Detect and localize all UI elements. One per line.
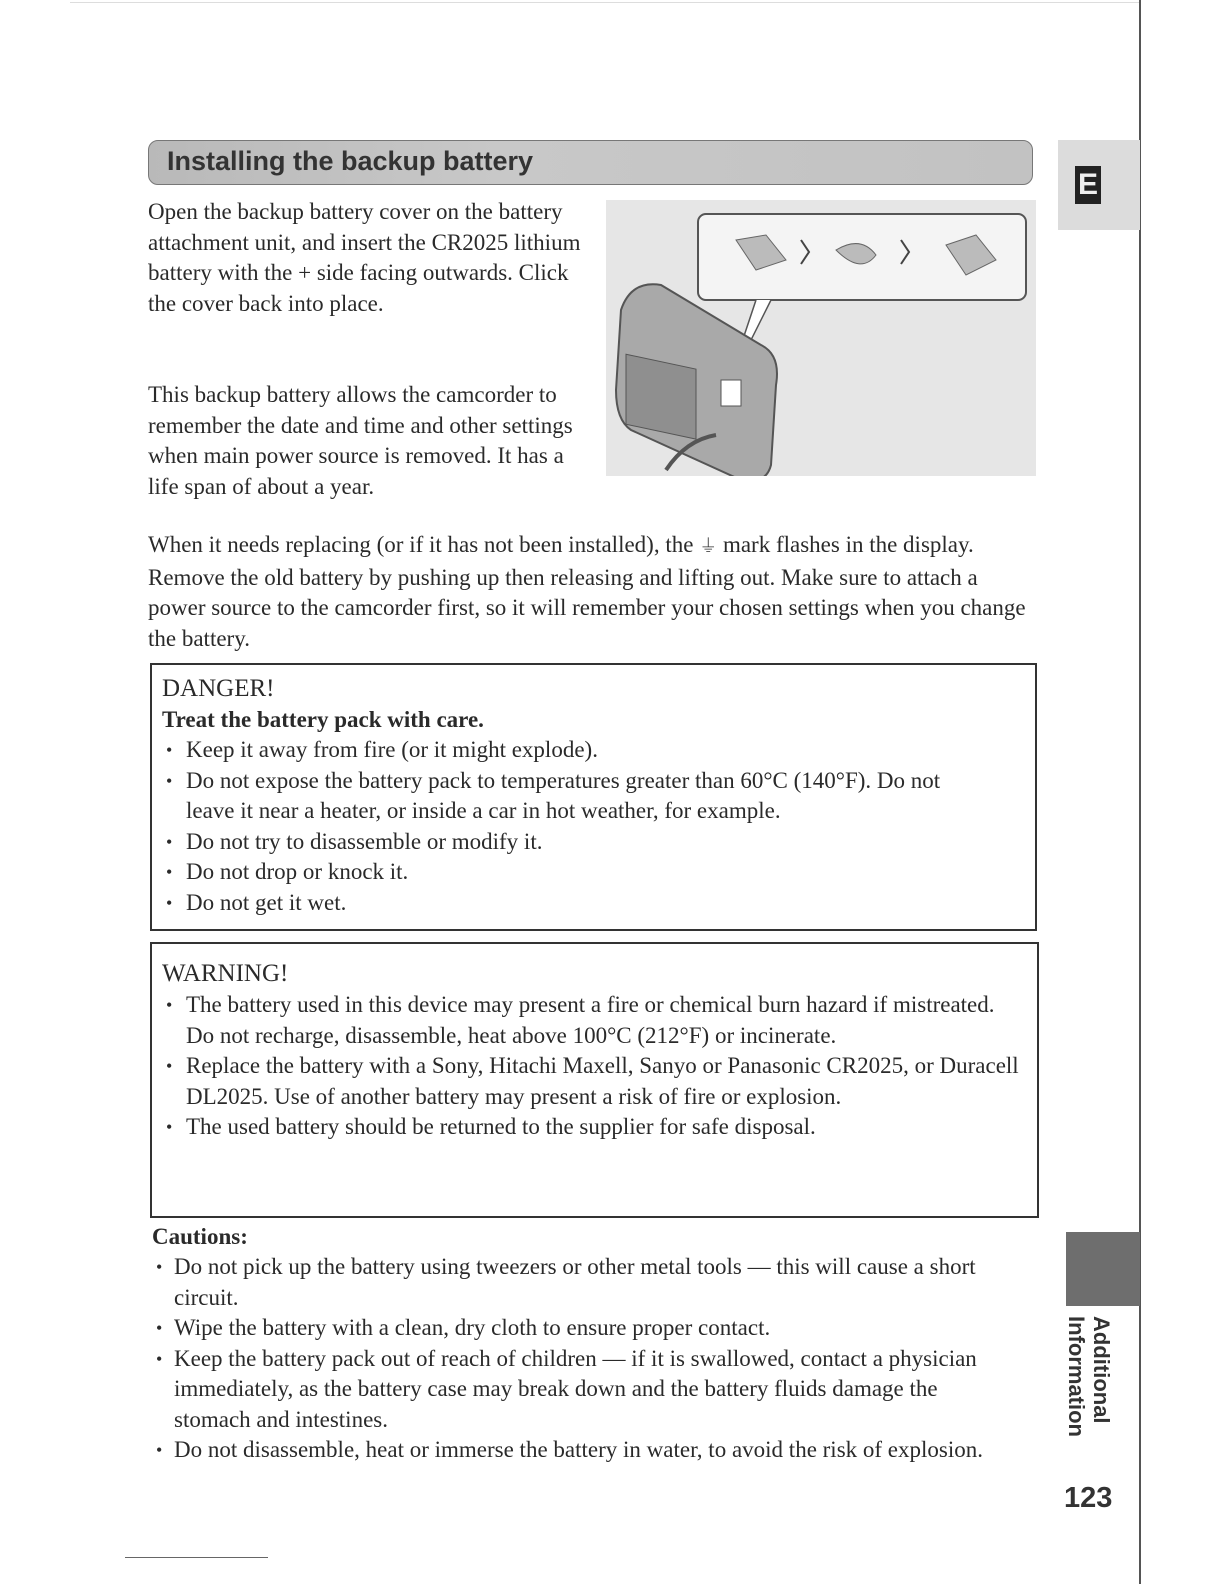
- list-item: • Do not expose the battery pack to temperatures greater than 60°C (140°F). Do not leave it near a heater, or inside a car in hot weather, for example.: [162, 766, 1025, 827]
- section-header: [148, 140, 1033, 185]
- danger-subtitle: Treat the battery pack with care.: [162, 707, 484, 732]
- cautions-title: Cautions:: [152, 1224, 248, 1249]
- list-item: • Do not get it wet.: [162, 888, 1025, 919]
- camcorder-battery-diagram: [606, 200, 1036, 476]
- danger-box: [150, 663, 1037, 931]
- section-label: [1064, 1316, 1114, 1437]
- intro-paragraph-2: This backup battery allows the camcorder to remember the date and time and other settings when main power source is removed. It has a life span of about a year.: [148, 382, 573, 499]
- list-item: • Keep it away from fire (or it might explode).: [162, 735, 1025, 766]
- intro-paragraph-1: Open the backup battery cover on the battery attachment unit, and insert the CR2025 lithium battery with the + side facing outwards. Click the cover back into place.: [148, 199, 581, 316]
- list-item: • Do not pick up the battery using tweezers or other metal tools — this will cause a short circuit.: [152, 1252, 1032, 1313]
- danger-list: [162, 735, 1025, 918]
- list-item: • Replace the battery with a Sony, Hitachi Maxell, Sanyo or Panasonic CR2025, or Duracell DL2025. Use of another battery may present a risk of fire or explosion.: [162, 1051, 1027, 1112]
- page-edge-rule: [1139, 0, 1141, 1584]
- camcorder-illustration: [606, 200, 1036, 476]
- page-number: 123: [1064, 1482, 1113, 1514]
- section-label-line-1: Additional: [1089, 1316, 1114, 1424]
- warning-list: [162, 990, 1027, 1143]
- list-item: • Keep the battery pack out of reach of children — if it is swallowed, contact a physician immediately, as the battery case may break down and the battery fluids damage the stomach and intestines.: [152, 1344, 1032, 1436]
- top-rule: [70, 2, 1140, 3]
- language-letter: E: [1075, 166, 1101, 204]
- intro-paragraph-3: [148, 530, 1040, 654]
- backup-battery-icon: ⏚: [699, 536, 718, 557]
- list-item: • The used battery should be returned to the supplier for safe disposal.: [162, 1112, 1027, 1143]
- intro-text: mark flashes in the display. Remove the old battery by pushing up then releasing and lifting out. Make sure to attach a power source to the camcorder first, so it will remember your chosen settings when you change the battery.: [148, 532, 1026, 651]
- section-label-line-2: Information: [1064, 1316, 1089, 1437]
- footnote-rule: [125, 1557, 268, 1558]
- warning-title: WARNING!: [162, 960, 289, 987]
- intro-text: When it needs replacing (or if it has not been installed), the: [148, 532, 700, 557]
- warning-box: [150, 942, 1039, 1218]
- list-item: • Do not try to disassemble or modify it.: [162, 827, 1025, 858]
- list-item: • Wipe the battery with a clean, dry cloth to ensure proper contact.: [152, 1313, 1032, 1344]
- cautions-section: [152, 1222, 1032, 1466]
- danger-title: DANGER!: [162, 675, 275, 702]
- section-title: Installing the backup battery: [167, 146, 534, 176]
- cautions-list: [152, 1252, 1032, 1466]
- list-item: • The battery used in this device may present a fire or chemical burn hazard if mistreated. Do not recharge, disassemble, heat above 100°C (212°F) or incinerate.: [162, 990, 1027, 1051]
- list-item: • Do not disassemble, heat or immerse the battery in water, to avoid the risk of explosion.: [152, 1435, 1032, 1466]
- list-item: • Do not drop or knock it.: [162, 857, 1025, 888]
- section-tab: [1066, 1232, 1140, 1306]
